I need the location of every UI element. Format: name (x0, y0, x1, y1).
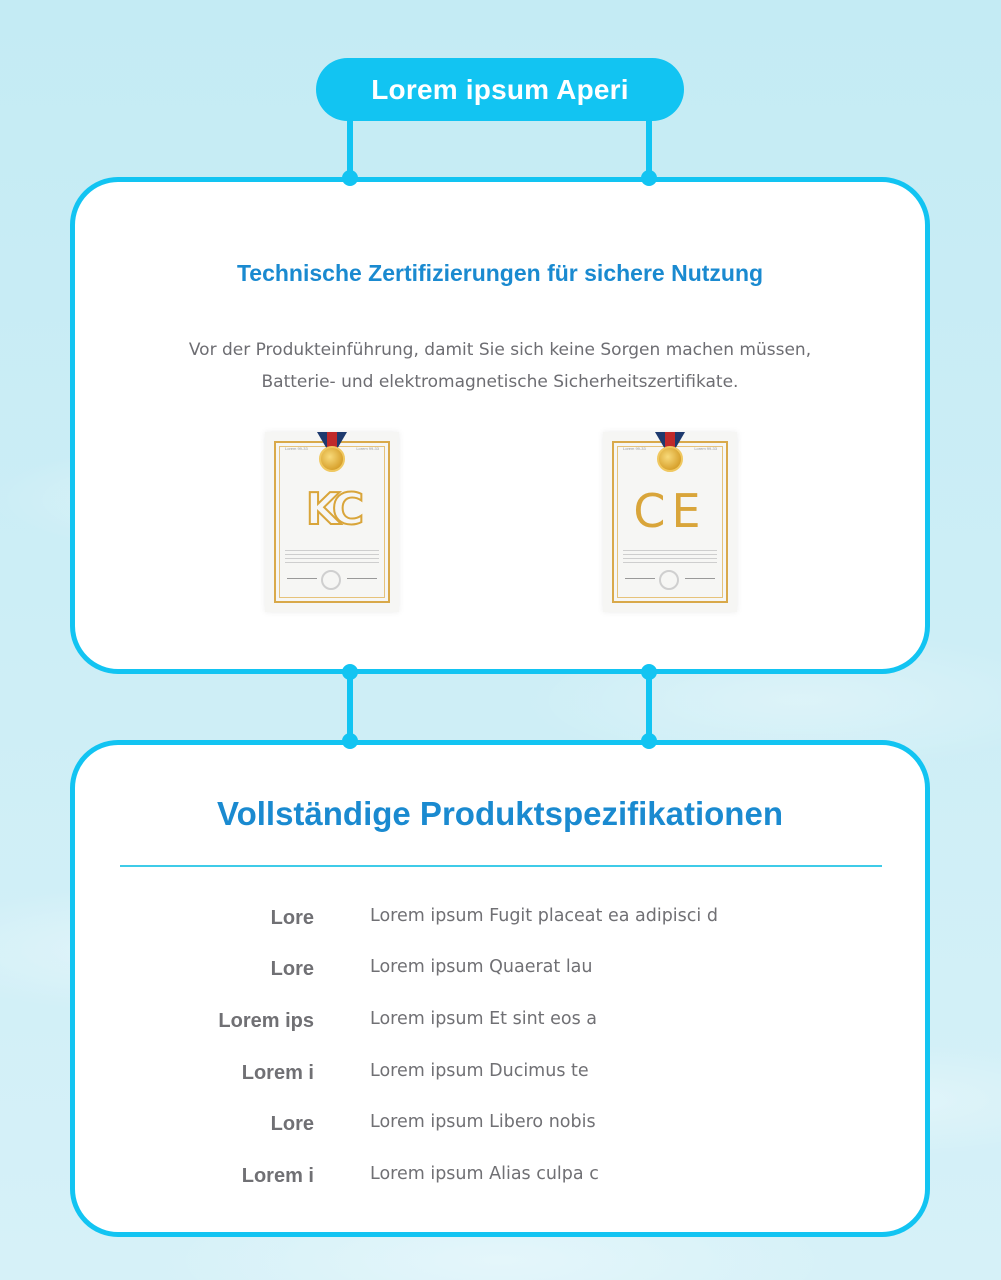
spec-row (75, 1006, 925, 1036)
spec-label: Lorem ips (218, 1010, 314, 1032)
ce-mark-icon: CE (633, 484, 707, 538)
kc-certificate-image: Lorem 99-33 Lorem 99-33 KC (265, 432, 399, 612)
spec-row (75, 1161, 925, 1191)
spec-value: Lorem ipsum Fugit placeat ea adipisci d (370, 906, 718, 926)
spec-value: Lorem ipsum Alias culpa c (370, 1164, 599, 1184)
header-pill (316, 58, 684, 121)
connector-dot (342, 170, 358, 186)
spec-value: Lorem ipsum Libero nobis (370, 1112, 596, 1132)
seal-icon (321, 570, 341, 590)
medal-icon (657, 446, 683, 472)
spec-row (75, 1109, 925, 1139)
connector-line-left-mid (347, 672, 353, 742)
spec-value: Lorem ipsum Quaerat lau (370, 957, 593, 977)
certifications-description: Vor der Produkteinführung, damit Sie sich keine Sorgen machen müssen, Batterie- und elektromagnetische Sicherheitszertifikate. (188, 340, 812, 392)
spec-value: Lorem ipsum Ducimus te (370, 1061, 589, 1081)
seal-icon (659, 570, 679, 590)
kc-mark-icon: KC (305, 484, 359, 535)
specifications-card (70, 740, 930, 1237)
spec-label: Lorem i (241, 1165, 314, 1187)
spec-row (75, 903, 925, 933)
connector-dot (641, 664, 657, 680)
spec-label: Lore (270, 1113, 314, 1135)
certifications-title: Technische Zertifizierungen für sichere Nutzung (236, 260, 764, 286)
connector-line-right-mid (646, 672, 652, 742)
divider (120, 865, 882, 867)
connector-dot (342, 664, 358, 680)
connector-dot (342, 733, 358, 749)
certifications-card (70, 177, 930, 674)
spec-label: Lore (270, 958, 314, 980)
spec-value: Lorem ipsum Et sint eos a (370, 1009, 597, 1029)
spec-row (75, 954, 925, 984)
spec-label: Lorem i (241, 1062, 314, 1084)
medal-icon (319, 446, 345, 472)
connector-dot (641, 733, 657, 749)
ce-certificate-image: Lorem 99-33 Lorem 99-33 CE (603, 432, 737, 612)
specifications-title: Vollständige Produktspezifikationen (217, 795, 783, 832)
connector-dot (641, 170, 657, 186)
header-pill-label: Lorem ipsum Aperi (371, 73, 629, 105)
spec-row (75, 1058, 925, 1088)
spec-label: Lore (270, 907, 314, 929)
